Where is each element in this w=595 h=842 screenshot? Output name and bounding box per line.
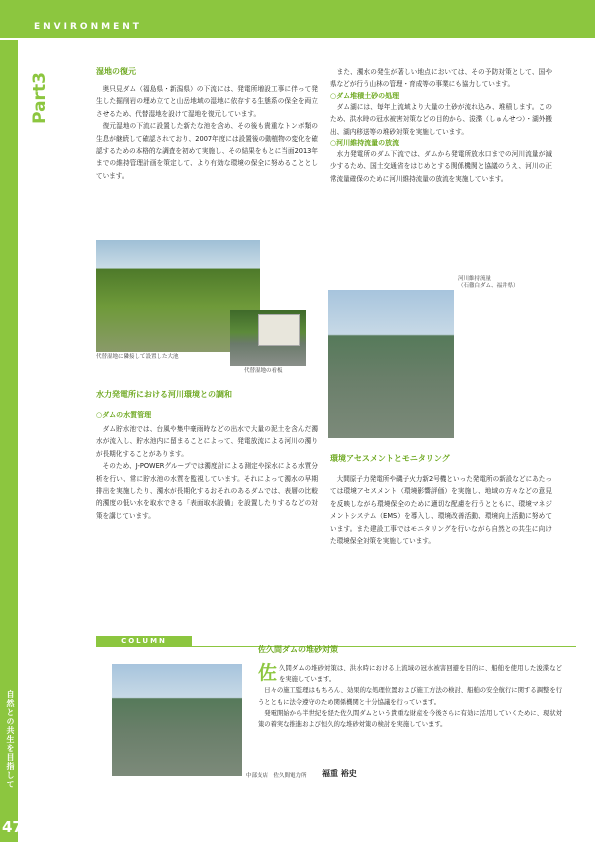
heading-hydro: 水力発電所における河川環境との調和 <box>96 390 232 399</box>
sign-board <box>258 314 300 346</box>
column-paragraph: 発電開始から半世紀を経た佐久間ダムという貴重な財産を今後さらに有効に活用していくために、現状対策の着実な推進および恒久的な堆砂対策の検討を実施しています。 <box>258 709 562 729</box>
heading-wetland: 湿地の復元 <box>96 67 136 76</box>
column-paragraph: 日々の施工監理はもちろん、効果的な処理位置および施工方法の検討、船舶の安全航行に関する調整を行うとともに法令遵守のため関係機関と十分協議を行っています。 <box>258 687 562 706</box>
paragraph: 復元湿地の下流に設置した新たな池を含め、その後も貴重なトンボ類の生息が継続して確認されており、2007年度には設置後の動植物の変化を確認するための本格的な調査を初めて実施し、その結果をもとに当面2013年までの維持管理計画を策定して、より有効な環境の保全に努めることとしています。 <box>96 122 318 180</box>
header-band <box>0 0 595 38</box>
paragraph: 水力発電所のダム下流では、ダムから発電所放水口までの河川流量が減少するため、国土交通省をはじめとする関係機関と協議のうえ、河川の正常流量確保のために河川維持流量の放流を実施しています。 <box>330 150 552 183</box>
paragraph: 大間原子力発電所や磯子火力新2号機といった発電所の新設などにあたっては環境アセスメント（環境影響評価）を実施し、地域の方々などの意見を反映しながら環境保全のために適切な配慮を行うとともに、環境マネジメントシステム（EMS）を導入し、環境改善活動、環境向上活動に努めています。また建設工事ではモニタリングを行いながら自然との共生に向けた環境保全対策を実施しています。 <box>330 475 552 546</box>
portrait-photo <box>112 664 242 776</box>
section-label: ENVIRONMENT <box>34 22 142 32</box>
subheading: ○ダム堆積土砂の処理 <box>330 91 400 100</box>
byline-org: 中部支店 佐久間電力所 <box>246 773 307 779</box>
page-number: 47 <box>2 818 23 836</box>
paragraph: ダム貯水池では、台風や集中豪雨時などの出水で大量の泥土を含んだ濁水が流入し、貯水池内に留まることによって、発電放流による河川の濁りが長期化することがあります。 <box>96 425 318 458</box>
photo-caption: 代替湿地に隣接して設置した大池 <box>96 354 179 360</box>
photo-caption: 代替湿地の看板 <box>244 368 283 374</box>
paragraph: ダム湖には、毎年上流域より大量の土砂が流れ込み、堆積します。このため、洪水時の冠水被害対策などの目的から、浚渫（しゅんせつ）・湖外搬出、湖内移送等の堆砂対策を実施しています。 <box>330 102 552 136</box>
side-caption: 自然との共生を目指して <box>6 690 15 789</box>
byline-name: 福重 裕史 <box>322 769 357 778</box>
dam-photo <box>328 290 454 438</box>
subheading: ○ダムの水質管理 <box>96 411 152 419</box>
heading-assessment: 環境アセスメントとモニタリング <box>330 454 450 463</box>
paragraph: そのため、J-POWERグループでは濁度計による測定や採水による水質分析を行い、常に貯水池の水質を監視しています。それによって濁水の早期排出を実施したり、濁水が長期化するおそれのあるダムでは、表層の比較的濁度の低い水を取水できる「表面取水設備」を設置したりするなどの対策を講じています。 <box>96 462 318 520</box>
column-title: 佐久間ダムの堆砂対策 <box>258 645 338 654</box>
paragraph: 奥只見ダム（福島県・新潟県）の下流には、発電所増設工事に伴って発生した掘削岩の埋め立てと山岳地域の湿地に依存する生態系の保全を両立させるため、代替湿地を設けて湿地を復元しています。 <box>96 85 318 118</box>
column-paragraph: 久間ダムの堆砂対策は、洪水時における上流域の冠水被害回避を目的に、船舶を使用した浚渫などを実施しています。 <box>279 665 562 684</box>
photo-caption: 河川維持流量 （石徹白ダム、福井県） <box>458 276 519 289</box>
drop-cap: 佐 <box>258 662 278 684</box>
column-label: COLUMN <box>96 636 192 647</box>
subheading: ○河川維持流量の放流 <box>330 139 400 148</box>
sign-photo <box>230 310 306 366</box>
paragraph: また、濁水の発生が著しい地点においては、その予防対策として、国や県などが行う山林の管理・育成等の事業にも協力しています。 <box>330 68 552 89</box>
part-label: Part3 <box>29 72 50 124</box>
